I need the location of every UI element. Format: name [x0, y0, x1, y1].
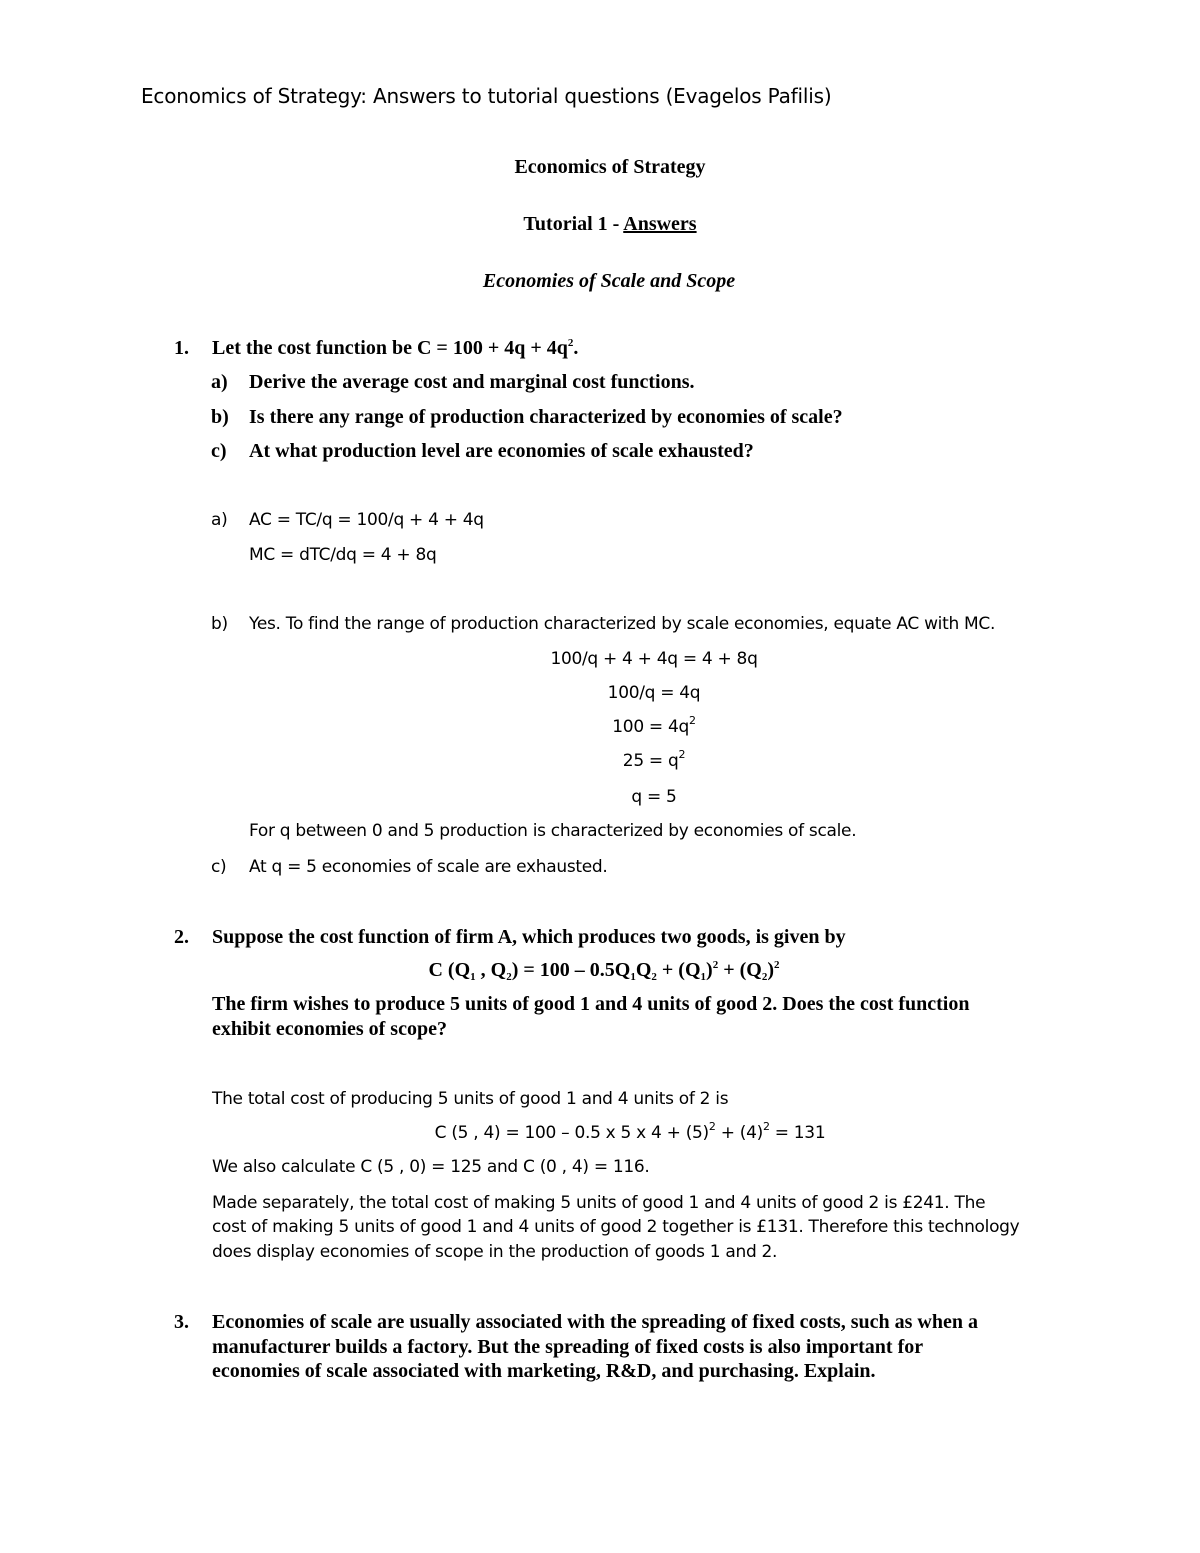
q1-part-a [211, 371, 695, 394]
equation-3 [504, 714, 804, 737]
equation-4-exponent: 2 [678, 748, 686, 761]
formula-exponent: 2 [774, 959, 780, 971]
q2-stem-line1 [174, 926, 846, 949]
formula-subscript: 2 [651, 971, 657, 983]
equation-2: 100/q = 4q [607, 683, 701, 703]
q1-part-c-label: c) [211, 440, 227, 462]
formula-part: + (Q [656, 959, 701, 981]
q1-part-b [211, 406, 843, 429]
formula-subscript: 2 [761, 971, 768, 983]
q1-stem-exponent: 2 [567, 337, 574, 349]
q1-part-c-text: At what production level are economies of scale exhausted? [249, 440, 754, 462]
q2-stem-text: Suppose the cost function of firm A, which produces two goods, is given by [212, 926, 846, 948]
q3-line1-text: Economies of scale are usually associated with the spreading of fixed costs, such as when a [212, 1311, 978, 1333]
formula-part: ) = 100 – 0.5Q [511, 959, 631, 981]
tutorial-title [0, 213, 1200, 236]
running-header: Economics of Strategy: Answers to tutorial questions (Evagelos Pafilis) [141, 84, 832, 108]
answer-formula-exponent: 2 [708, 1120, 716, 1133]
topic-title: Economies of Scale and Scope [482, 270, 736, 292]
q1-part-a-text: Derive the average cost and marginal cost functions. [249, 371, 695, 393]
formula-part: ) [706, 959, 713, 981]
course-title: Economics of Strategy [514, 156, 706, 178]
q2-answer-para-line2: cost of making 5 units of good 1 and 4 units of good 2 together is £131. Therefore this technology [212, 1217, 1020, 1237]
q2-answer-para-line1: Made separately, the total cost of making 5 units of good 1 and 4 units of good 2 is £241. The [212, 1193, 986, 1213]
q2-cost-formula [404, 959, 804, 982]
equation-3-exponent: 2 [689, 714, 696, 727]
q1-answer-mc: MC = dTC/dq = 4 + 8q [249, 545, 437, 565]
tutorial-answers-label: Answers [623, 213, 697, 235]
formula-subscript: 2 [506, 971, 512, 983]
q2-answer-line1: The total cost of producing 5 units of good 1 and 4 units of 2 is [212, 1089, 729, 1109]
q1-answer-a-line1 [211, 510, 484, 530]
q1-answer-c-label: c) [211, 857, 227, 877]
q3-line1 [174, 1311, 978, 1334]
q1-answer-b-label: b) [211, 614, 228, 634]
q1-stem [174, 337, 578, 360]
q1-part-b-text: Is there any range of production characterized by economies of scale? [249, 406, 843, 428]
formula-part: + (Q [718, 959, 762, 981]
q1-answer-b-conclusion: For q between 0 and 5 production is characterized by economies of scale. [249, 821, 857, 841]
q3-line2: manufacturer builds a factory. But the spreading of fixed costs is also important for [212, 1336, 924, 1358]
formula-subscript: 1 [630, 971, 636, 983]
formula-exponent: 2 [712, 959, 719, 971]
q1-stem-text: Let the cost function be C = 100 + 4q + 4q [212, 337, 568, 359]
q1-stem-end: . [573, 337, 579, 359]
answer-formula-part: = 131 [769, 1123, 826, 1143]
q1-number: 1. [174, 337, 189, 359]
q1-answer-b-text: Yes. To find the range of production characterized by scale economies, equate AC with MC. [249, 614, 996, 634]
q3-line3: economies of scale associated with marketing, R&D, and purchasing. Explain. [212, 1360, 876, 1382]
formula-subscript: 1 [470, 971, 476, 983]
q2-answer-formula [380, 1120, 880, 1143]
q3-number: 3. [174, 1311, 189, 1333]
q1-answer-a-label: a) [211, 510, 228, 530]
tutorial-prefix: Tutorial 1 - [523, 213, 624, 235]
q2-stem-line3: exhibit economies of scope? [212, 1018, 447, 1040]
formula-part: C (Q [428, 959, 471, 981]
equation-5: q = 5 [631, 787, 677, 807]
q2-answer-para-line3: does display economies of scope in the production of goods 1 and 2. [212, 1242, 778, 1262]
equation-4 [504, 748, 804, 771]
q1-part-b-label: b) [211, 406, 229, 428]
q1-answer-c-text: At q = 5 economies of scale are exhausted. [249, 857, 608, 877]
equation-1: 100/q + 4 + 4q = 4 + 8q [550, 649, 758, 669]
equation-3-base: 100 = 4q [612, 717, 689, 737]
answer-formula-part: C (5 , 4) = 100 – 0.5 x 5 x 4 + (5) [434, 1123, 709, 1143]
q1-answer-ac: AC = TC/q = 100/q + 4 + 4q [249, 510, 484, 530]
equation-4-base: 25 = q [622, 751, 679, 771]
formula-part: , Q [475, 959, 507, 981]
answer-formula-exponent: 2 [762, 1120, 770, 1133]
q1-part-a-label: a) [211, 371, 228, 393]
q1-part-c [211, 440, 754, 463]
formula-subscript: 1 [700, 971, 707, 983]
q1-answer-c-line [211, 857, 608, 877]
formula-part: ) [767, 959, 774, 981]
formula-part: Q [635, 959, 652, 981]
q2-stem-line2: The firm wishes to produce 5 units of good 1 and 4 units of good 2. Does the cost function [212, 993, 970, 1015]
q2-answer-line2: We also calculate C (5 , 0) = 125 and C (0 , 4) = 116. [212, 1157, 650, 1177]
q1-answer-b-line [211, 614, 995, 634]
q2-number: 2. [174, 926, 189, 948]
answer-formula-part: + (4) [715, 1123, 763, 1143]
